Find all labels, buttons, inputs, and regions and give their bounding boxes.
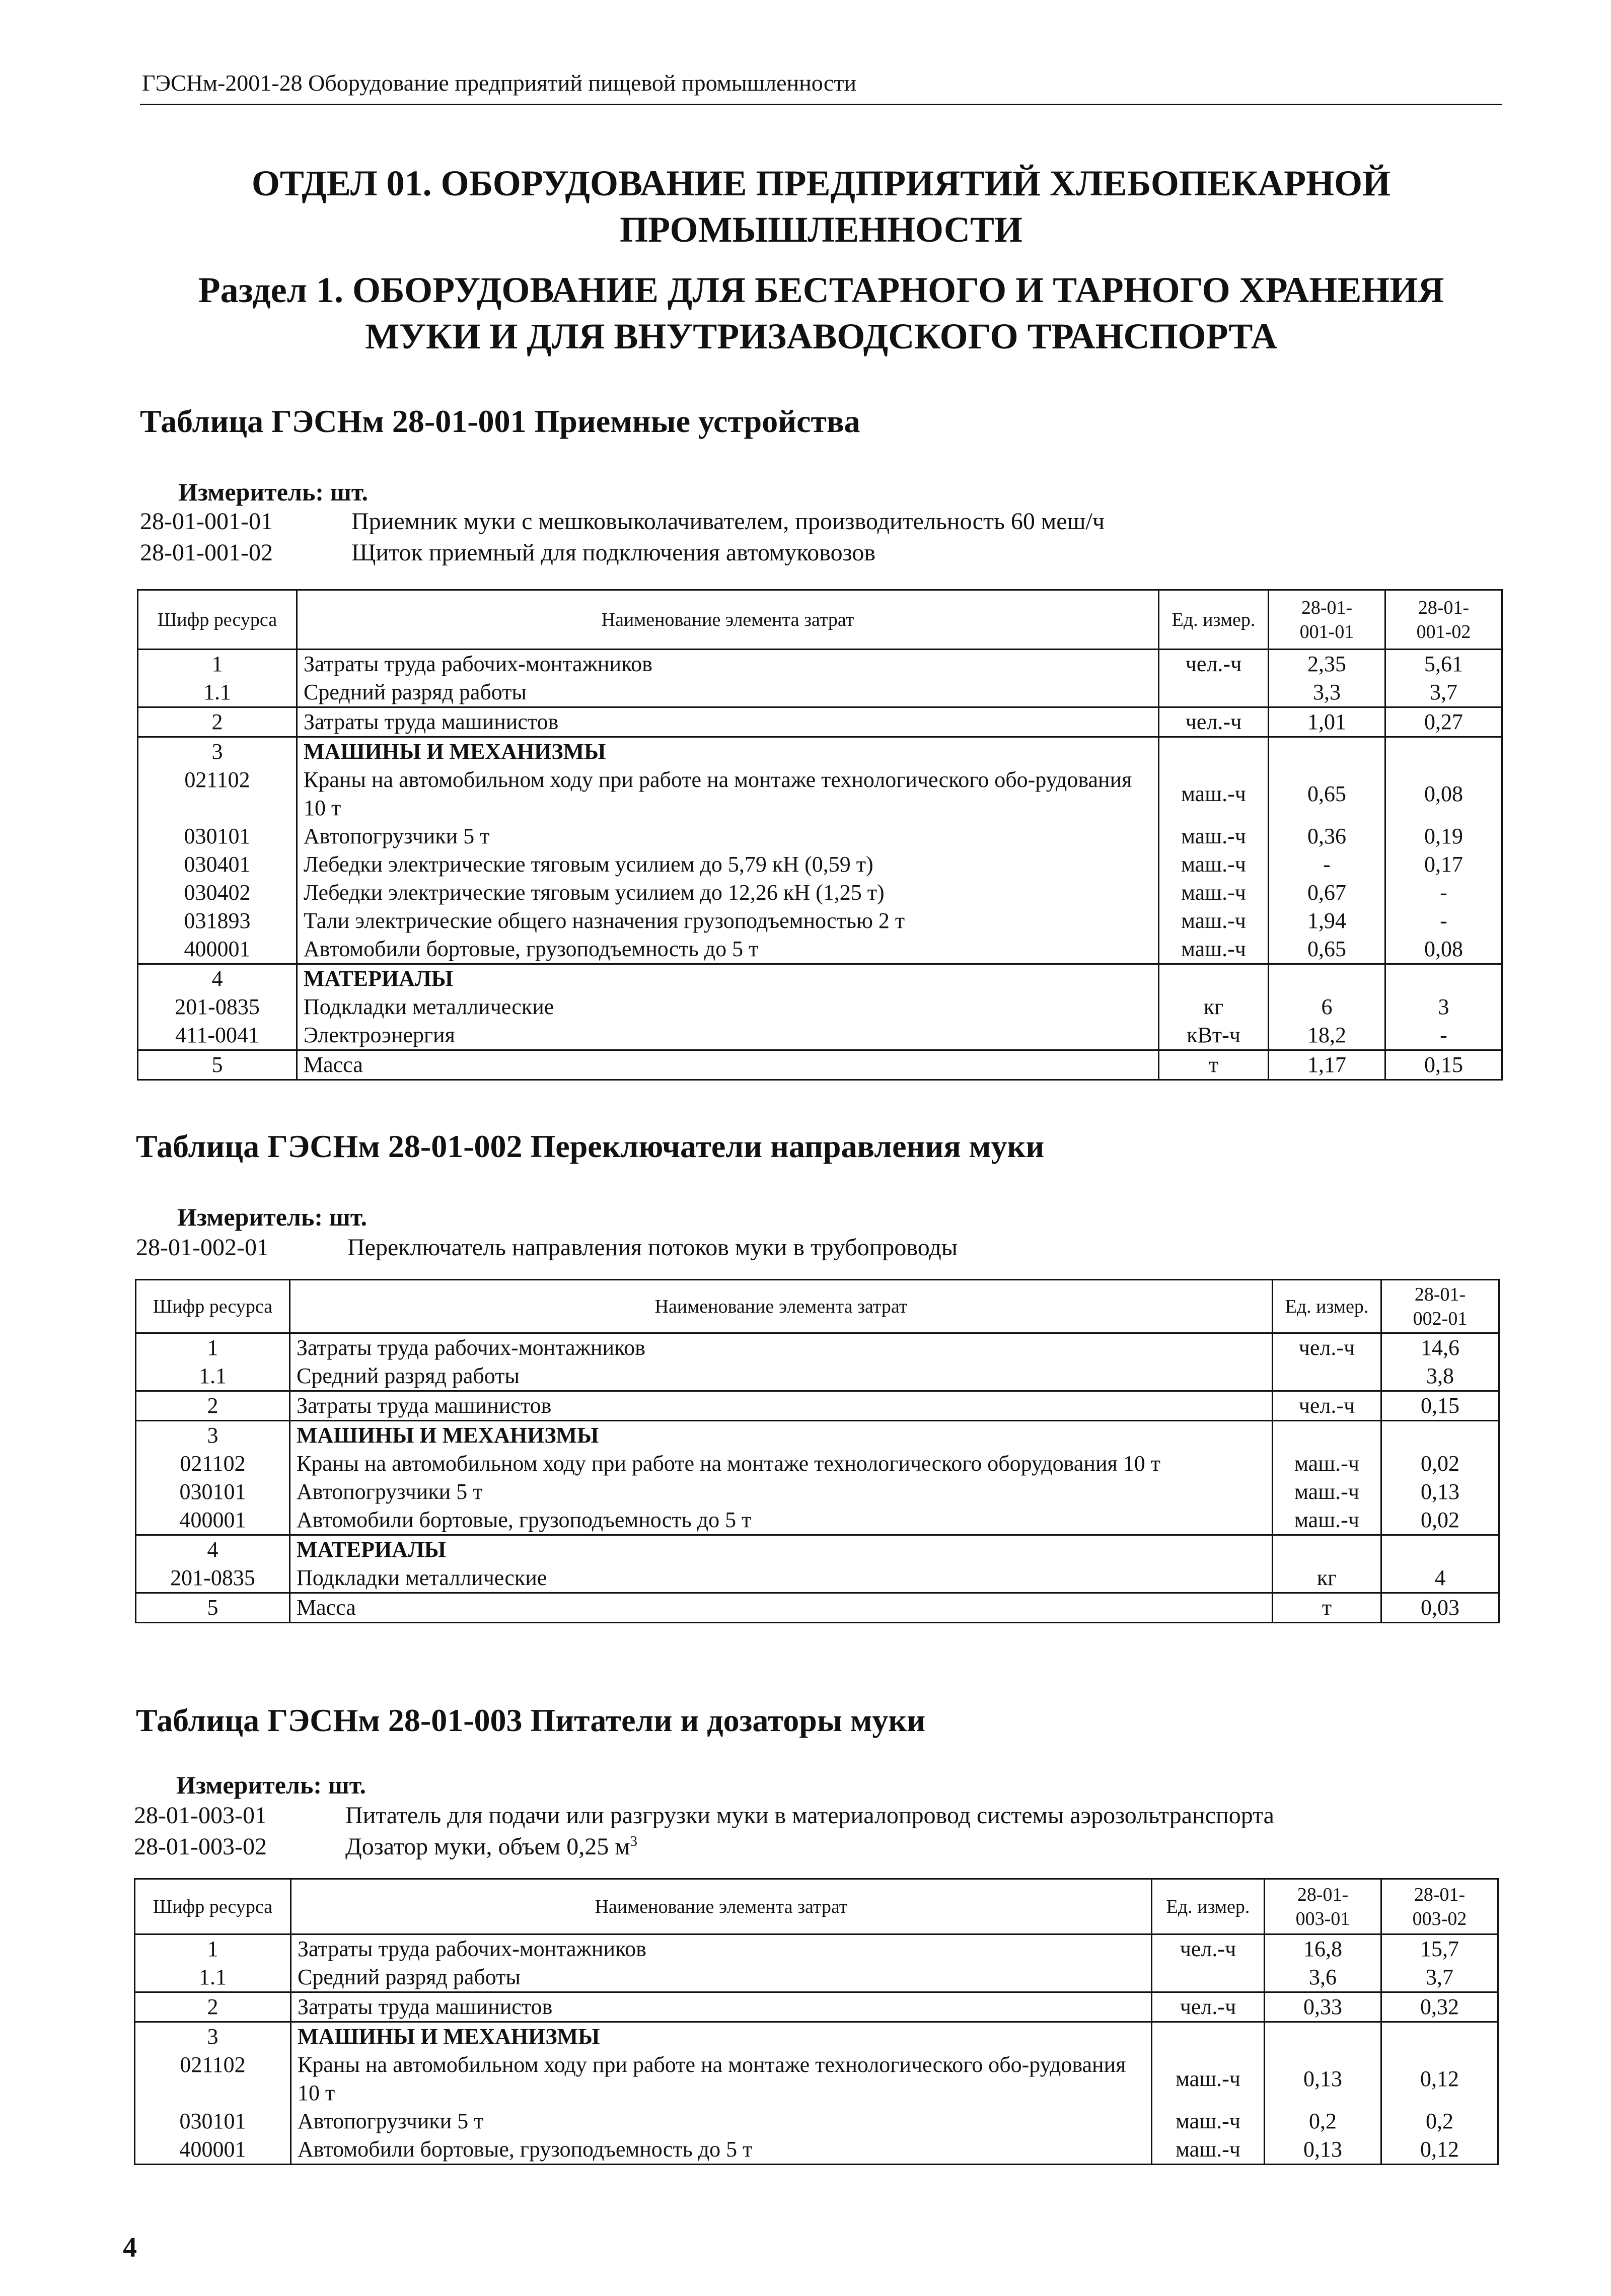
- column-header-name: Наименование элемента затрат: [297, 590, 1159, 650]
- cell-code: 3: [136, 1421, 290, 1450]
- cell-name: Затраты труда рабочих-монтажников: [290, 1333, 1273, 1362]
- column-header-norm: 28-01- 001-02: [1385, 590, 1502, 650]
- column-header-norm: 28-01- 003-01: [1265, 1879, 1381, 1934]
- cell-name: Масса: [290, 1593, 1273, 1623]
- cell-name: Подкладки металлические: [290, 1564, 1273, 1593]
- cell-code: 030101: [136, 1478, 290, 1506]
- cell-value: 0,27: [1385, 707, 1502, 737]
- cell-value: 0,13: [1265, 2051, 1381, 2107]
- table-title: Таблица ГЭСНм 28-01-002 Переключатели направления муки: [136, 1128, 1045, 1164]
- cell-name: Затраты труда рабочих-монтажников: [297, 650, 1159, 679]
- table-row: [136, 1593, 1499, 1623]
- column-header-norm: 28-01- 003-02: [1381, 1879, 1498, 1934]
- cell-code: 400001: [135, 2135, 291, 2165]
- section-title-line2: МУКИ И ДЛЯ ВНУТРИЗАВОДСКОГО ТРАНСПОРТА: [365, 316, 1277, 356]
- cell-unit: маш.-ч: [1159, 907, 1269, 935]
- cell-code: 031893: [138, 907, 297, 935]
- cell-unit: маш.-ч: [1152, 2107, 1265, 2135]
- item-description: Дозатор муки, объем 0,25 м: [345, 1833, 630, 1860]
- table-row: [136, 1535, 1499, 1564]
- table-title: Таблица ГЭСНм 28-01-001 Приемные устройства: [140, 403, 860, 439]
- item-code: 28-01-001-01: [140, 508, 273, 535]
- cell-value: 0,15: [1381, 1391, 1499, 1421]
- cell-unit: маш.-ч: [1159, 935, 1269, 964]
- cell-code: 4: [136, 1535, 290, 1564]
- table-row: [138, 707, 1502, 737]
- cell-unit: маш.-ч: [1159, 766, 1269, 822]
- cell-value: 3,3: [1269, 678, 1385, 707]
- table-row: [138, 650, 1502, 679]
- cell-value: 0,12: [1381, 2051, 1498, 2107]
- unit-label: Измеритель:: [178, 478, 324, 506]
- cell-code: 021102: [135, 2051, 291, 2107]
- table-row: [138, 907, 1502, 935]
- cell-name: Затраты труда машинистов: [290, 1391, 1273, 1421]
- table-header-row: [136, 1280, 1499, 1333]
- cell-unit: чел.-ч: [1273, 1391, 1381, 1421]
- item-description: Питатель для подачи или разгрузки муки в материалопровод системы аэрозольтранспорта: [345, 1802, 1274, 1829]
- cell-unit: т: [1273, 1593, 1381, 1623]
- item-description: Приемник муки с мешковыколачивателем, производительность 60 меш/ч: [351, 508, 1105, 535]
- cost-table: [134, 1878, 1499, 2165]
- cell-name: Краны на автомобильном ходу при работе на монтаже технологического оборудования 10 т: [290, 1450, 1273, 1478]
- cell-unit: чел.-ч: [1159, 650, 1269, 679]
- unit-label: Измеритель:: [176, 1771, 322, 1799]
- cell-unit: т: [1159, 1050, 1269, 1080]
- cell-unit: маш.-ч: [1159, 822, 1269, 850]
- header-rule: [140, 104, 1502, 105]
- column-header-code: Шифр ресурса: [136, 1280, 290, 1333]
- cell-name: Средний разряд работы: [290, 1362, 1273, 1391]
- cell-value: 3,8: [1381, 1362, 1499, 1391]
- cell-value: 5,61: [1385, 650, 1502, 679]
- cell-name: Средний разряд работы: [297, 678, 1159, 707]
- cell-code: 400001: [138, 935, 297, 964]
- cell-unit: кг: [1159, 993, 1269, 1021]
- cell-code: 030101: [135, 2107, 291, 2135]
- column-header-unit: Ед. измер.: [1159, 590, 1269, 650]
- cell-category: МАТЕРИАЛЫ: [297, 964, 1159, 993]
- cell-value: 0,13: [1265, 2135, 1381, 2165]
- table-row: [135, 2051, 1498, 2107]
- cell-name: Автопогрузчики 5 т: [297, 822, 1159, 850]
- cell-unit: чел.-ч: [1152, 1992, 1265, 2022]
- table-row: [136, 1478, 1499, 1506]
- cell-category: МАШИНЫ И МЕХАНИЗМЫ: [291, 2022, 1152, 2051]
- cell-name: Краны на автомобильном ходу при работе на монтаже технологического обо-рудования 10 т: [291, 2051, 1152, 2107]
- cell-value: 0,17: [1385, 850, 1502, 879]
- cell-unit: [1159, 678, 1269, 707]
- table-row: [138, 935, 1502, 964]
- cell-unit: маш.-ч: [1273, 1506, 1381, 1535]
- cell-unit: маш.-ч: [1159, 850, 1269, 879]
- cell-value: 0,19: [1385, 822, 1502, 850]
- cell-code: 201-0835: [136, 1564, 290, 1593]
- cell-value: -: [1385, 1021, 1502, 1050]
- unit-value: шт.: [330, 478, 369, 506]
- cell-value: 1,17: [1269, 1050, 1385, 1080]
- cell-unit: [1273, 1362, 1381, 1391]
- cell-code: 5: [138, 1050, 297, 1080]
- table-header-row: [138, 590, 1502, 650]
- table-row: [138, 993, 1502, 1021]
- cell-value: 0,08: [1385, 935, 1502, 964]
- cell-value: 1,94: [1269, 907, 1385, 935]
- column-header-code: Шифр ресурса: [135, 1879, 291, 1934]
- item-code: 28-01-002-01: [136, 1234, 269, 1261]
- cell-code: 2: [138, 707, 297, 737]
- cell-value: 3,7: [1385, 678, 1502, 707]
- table-row: [136, 1506, 1499, 1535]
- item-code: 28-01-001-02: [140, 539, 273, 566]
- table-row: [136, 1421, 1499, 1450]
- cell-value: 0,32: [1381, 1992, 1498, 2022]
- cell-value: 1,01: [1269, 707, 1385, 737]
- cell-code: 3: [135, 2022, 291, 2051]
- item-line: [136, 1234, 958, 1261]
- cell-code: 2: [135, 1992, 291, 2022]
- table-row: [135, 2022, 1498, 2051]
- cell-value: 15,7: [1381, 1934, 1498, 1964]
- cell-unit: [1152, 1963, 1265, 1992]
- cell-code: 030402: [138, 879, 297, 907]
- section-title-line1: Раздел 1. ОБОРУДОВАНИЕ ДЛЯ БЕСТАРНОГО И ТАРНОГО ХРАНЕНИЯ: [198, 270, 1444, 310]
- unit-line: [176, 1770, 366, 1800]
- cell-code: 030401: [138, 850, 297, 879]
- cell-code: 1.1: [135, 1963, 291, 1992]
- item-line: [140, 539, 875, 566]
- cell-value: 3,7: [1381, 1963, 1498, 1992]
- table-row: [135, 2135, 1498, 2165]
- cell-value: 0,67: [1269, 879, 1385, 907]
- cell-value: -: [1385, 879, 1502, 907]
- table-row: [135, 2107, 1498, 2135]
- cell-unit: маш.-ч: [1273, 1478, 1381, 1506]
- cell-code: 021102: [138, 766, 297, 822]
- table-row: [136, 1450, 1499, 1478]
- table-row: [136, 1564, 1499, 1593]
- cell-unit: кг: [1273, 1564, 1381, 1593]
- table-row: [135, 1992, 1498, 2022]
- cell-value: 3: [1385, 993, 1502, 1021]
- cell-value: -: [1385, 907, 1502, 935]
- cell-value: 0,2: [1265, 2107, 1381, 2135]
- item-line: [134, 1833, 637, 1860]
- cell-name: Подкладки металлические: [297, 993, 1159, 1021]
- cell-name: Масса: [297, 1050, 1159, 1080]
- column-header-unit: Ед. измер.: [1152, 1879, 1265, 1934]
- item-line: [134, 1802, 1274, 1829]
- cell-unit: маш.-ч: [1152, 2051, 1265, 2107]
- cell-unit: чел.-ч: [1273, 1333, 1381, 1362]
- table-row: [136, 1333, 1499, 1362]
- cell-value: -: [1269, 850, 1385, 879]
- table-row: [138, 737, 1502, 766]
- cell-code: 3: [138, 737, 297, 766]
- table-row: [138, 964, 1502, 993]
- column-header-norm: 28-01- 002-01: [1381, 1280, 1499, 1333]
- cell-value: 0,2: [1381, 2107, 1498, 2135]
- cell-value: 0,08: [1385, 766, 1502, 822]
- cell-value: 0,15: [1385, 1050, 1502, 1080]
- cell-name: Краны на автомобильном ходу при работе на монтаже технологического обо-рудования 10 т: [297, 766, 1159, 822]
- table-row: [136, 1362, 1499, 1391]
- department-title-line1: ОТДЕЛ 01. ОБОРУДОВАНИЕ ПРЕДПРИЯТИЙ ХЛЕБОПЕКАРНОЙ: [251, 163, 1391, 203]
- cell-code: 1: [138, 650, 297, 679]
- department-title: [140, 160, 1502, 253]
- cell-value: 16,8: [1265, 1934, 1381, 1964]
- cell-value: 14,6: [1381, 1333, 1499, 1362]
- table-title: Таблица ГЭСНм 28-01-003 Питатели и дозаторы муки: [136, 1702, 926, 1738]
- cell-name: Лебедки электрические тяговым усилием до 12,26 кН (1,25 т): [297, 879, 1159, 907]
- table-row: [138, 879, 1502, 907]
- cell-code: 1.1: [136, 1362, 290, 1391]
- item-code: 28-01-003-02: [134, 1833, 267, 1860]
- column-header-name: Наименование элемента затрат: [290, 1280, 1273, 1333]
- table-row: [136, 1391, 1499, 1421]
- table-row: [138, 850, 1502, 879]
- cell-value: 6: [1269, 993, 1385, 1021]
- cell-name: Автомобили бортовые, грузоподъемность до 5 т: [290, 1506, 1273, 1535]
- column-header-name: Наименование элемента затрат: [291, 1879, 1152, 1934]
- cell-unit: маш.-ч: [1273, 1450, 1381, 1478]
- item-description: Переключатель направления потоков муки в трубопроводы: [347, 1234, 958, 1261]
- cell-category: МАШИНЫ И МЕХАНИЗМЫ: [290, 1421, 1273, 1450]
- cell-code: 411-0041: [138, 1021, 297, 1050]
- cell-code: 5: [136, 1593, 290, 1623]
- table-row: [135, 1963, 1498, 1992]
- cell-code: 1: [136, 1333, 290, 1362]
- column-header-norm: 28-01- 001-01: [1269, 590, 1385, 650]
- item-code: 28-01-003-01: [134, 1802, 267, 1829]
- cell-code: 030101: [138, 822, 297, 850]
- cell-category: МАТЕРИАЛЫ: [290, 1535, 1273, 1564]
- column-header-unit: Ед. измер.: [1273, 1280, 1381, 1333]
- cell-code: 021102: [136, 1450, 290, 1478]
- cell-value: 0,02: [1381, 1506, 1499, 1535]
- cell-value: 2,35: [1269, 650, 1385, 679]
- unit-label: Измеритель:: [177, 1203, 323, 1231]
- cell-value: 0,65: [1269, 766, 1385, 822]
- section-title: [140, 267, 1502, 360]
- cell-unit: маш.-ч: [1152, 2135, 1265, 2165]
- cell-name: Электроэнергия: [297, 1021, 1159, 1050]
- cell-value: 0,36: [1269, 822, 1385, 850]
- column-header-code: Шифр ресурса: [138, 590, 297, 650]
- cell-code: 1: [135, 1934, 291, 1964]
- table-row: [138, 766, 1502, 822]
- running-header: ГЭСНм-2001-28 Оборудование предприятий пищевой промышленности: [142, 70, 857, 96]
- cell-code: 1.1: [138, 678, 297, 707]
- superscript: 3: [630, 1833, 637, 1849]
- cell-value: 0,03: [1381, 1593, 1499, 1623]
- unit-line: [177, 1202, 367, 1232]
- table-row: [138, 678, 1502, 707]
- cell-code: 201-0835: [138, 993, 297, 1021]
- cell-value: 0,12: [1381, 2135, 1498, 2165]
- cell-unit: маш.-ч: [1159, 879, 1269, 907]
- cell-value: 4: [1381, 1564, 1499, 1593]
- cell-unit: чел.-ч: [1152, 1934, 1265, 1964]
- cell-unit: чел.-ч: [1159, 707, 1269, 737]
- table-header-row: [135, 1879, 1498, 1934]
- cell-unit: кВт-ч: [1159, 1021, 1269, 1050]
- unit-value: шт.: [329, 1203, 368, 1231]
- cell-name: Автомобили бортовые, грузоподъемность до 5 т: [291, 2135, 1152, 2165]
- cell-code: 2: [136, 1391, 290, 1421]
- cell-name: Автопогрузчики 5 т: [291, 2107, 1152, 2135]
- cell-value: 18,2: [1269, 1021, 1385, 1050]
- item-line: [140, 508, 1105, 535]
- table-row: [138, 1021, 1502, 1050]
- department-title-line2: ПРОМЫШЛЕННОСТИ: [620, 209, 1022, 250]
- item-description: Щиток приемный для подключения автомуковозов: [351, 539, 875, 566]
- cell-name: Затраты труда машинистов: [291, 1992, 1152, 2022]
- cell-category: МАШИНЫ И МЕХАНИЗМЫ: [297, 737, 1159, 766]
- cell-value: 3,6: [1265, 1963, 1381, 1992]
- table-row: [138, 822, 1502, 850]
- cell-name: Средний разряд работы: [291, 1963, 1152, 1992]
- unit-value: шт.: [328, 1771, 367, 1799]
- cell-code: 4: [138, 964, 297, 993]
- cell-value: 0,33: [1265, 1992, 1381, 2022]
- cell-name: Автомобили бортовые, грузоподъемность до 5 т: [297, 935, 1159, 964]
- cost-table: [137, 589, 1503, 1081]
- table-row: [138, 1050, 1502, 1080]
- page-number: 4: [123, 2232, 137, 2263]
- cell-name: Автопогрузчики 5 т: [290, 1478, 1273, 1506]
- cell-name: Лебедки электрические тяговым усилием до 5,79 кН (0,59 т): [297, 850, 1159, 879]
- cell-value: 0,13: [1381, 1478, 1499, 1506]
- cell-value: 0,02: [1381, 1450, 1499, 1478]
- cell-value: 0,65: [1269, 935, 1385, 964]
- unit-line: [178, 477, 368, 507]
- cell-name: Затраты труда машинистов: [297, 707, 1159, 737]
- table-row: [135, 1934, 1498, 1964]
- cost-table: [135, 1279, 1500, 1623]
- cell-name: Затраты труда рабочих-монтажников: [291, 1934, 1152, 1964]
- cell-code: 400001: [136, 1506, 290, 1535]
- cell-name: Тали электрические общего назначения грузоподъемностью 2 т: [297, 907, 1159, 935]
